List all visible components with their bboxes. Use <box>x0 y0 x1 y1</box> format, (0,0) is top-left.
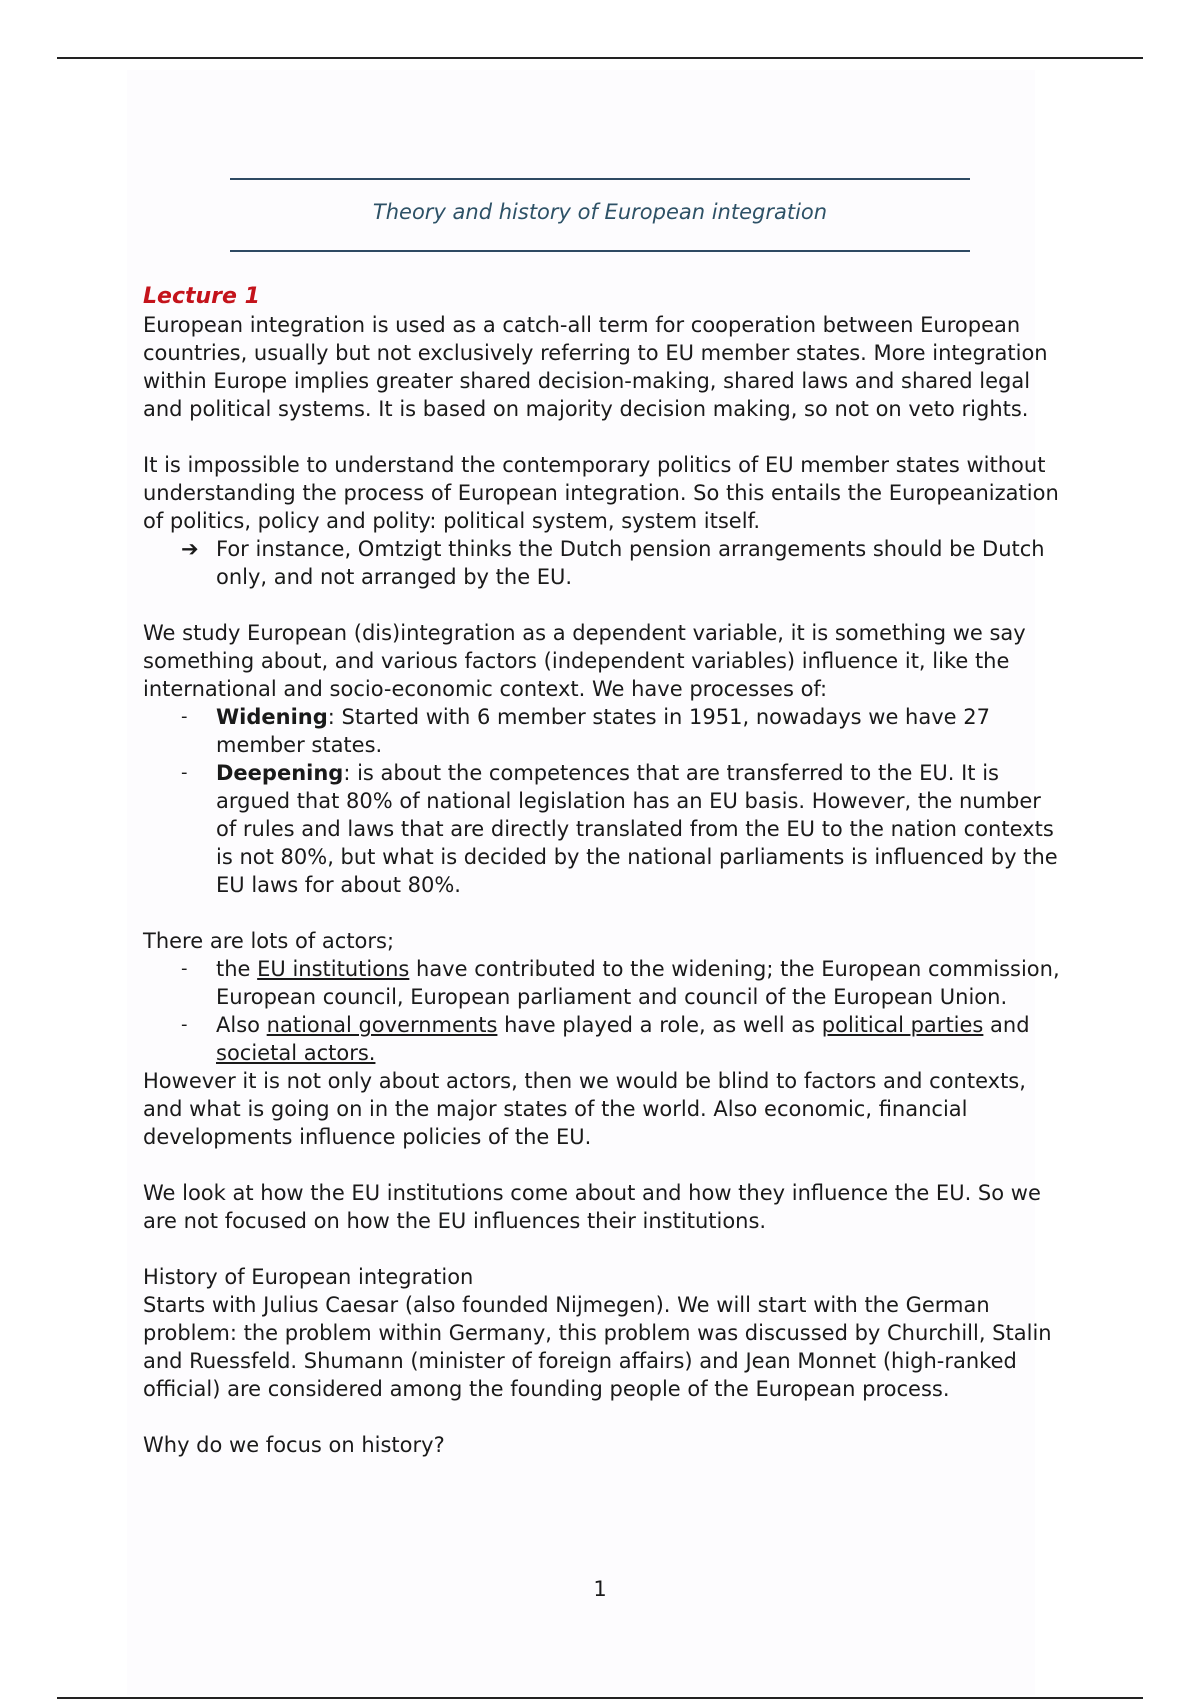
list-item-eu-institutions <box>143 955 1063 1011</box>
paragraph-definition: European integration is used as a catch-all term for cooperation between European countries, usually but not exclusively referring to EU member states. More integration within Europe implies greater shared decision-making, shared laws and shared legal and political systems. It is based on majority decision making, so not on veto rights. <box>143 313 1048 421</box>
paragraph-institutions: We look at how the EU institutions come about and how they influence the EU. So we are not focused on how the EU influences their institutions. <box>143 1181 1041 1233</box>
paragraph-gap <box>143 899 1063 927</box>
list-item-text: For instance, Omtzigt thinks the Dutch pension arrangements should be Dutch only, and not arranged by the EU. <box>216 537 1045 589</box>
paragraph-gap <box>143 1235 1063 1263</box>
dash-icon: - <box>181 1014 188 1035</box>
header-title: Theory and history of European integration <box>372 200 828 224</box>
process-list <box>143 703 1063 899</box>
actor2-mid: have played a role, as well as <box>497 1013 822 1037</box>
list-item-governments <box>143 1011 1063 1067</box>
page-bottom-rule <box>57 1697 1143 1699</box>
actors-list <box>143 955 1063 1067</box>
term-deepening: Deepening <box>216 761 344 785</box>
document-body <box>143 283 1063 1459</box>
deepening-text: : is about the competences that are transferred to the EU. It is argued that 80% of national legislation has an EU basis. However, the number of rules and laws that are directly translated from the EU to the nation contexts is not 80%, but what is decided by the national parliaments is influenced by the EU laws for about 80%. <box>216 761 1058 897</box>
actor2-and: and <box>983 1013 1030 1037</box>
paragraph-history: Starts with Julius Caesar (also founded Nijmegen). We will start with the German problem: the problem within Germany, this problem was discussed by Churchill, Stalin and Ruessfeld. Shumann (minister of foreign affairs) and Jean Monnet (high-ranked official) are considered among the founding people of the European process. <box>143 1293 1052 1401</box>
paragraph-factors: However it is not only about actors, then we would be blind to factors and contexts, and what is going on in the major states of the world. Also economic, financial developments influence policies of the EU. <box>143 1069 1026 1149</box>
document-header <box>230 178 970 252</box>
list-item <box>143 535 1063 591</box>
dash-icon: - <box>181 762 188 783</box>
paragraph-question: Why do we focus on history? <box>143 1433 445 1457</box>
actor1-post: have contributed to the widening; the European commission, European council, European parliament and council of the European Union. <box>216 957 1060 1009</box>
paragraph-gap <box>143 1151 1063 1179</box>
societal-actors-term: societal actors. <box>216 1041 376 1065</box>
actors-intro: There are lots of actors; <box>143 929 395 953</box>
list-item-deepening <box>143 759 1063 899</box>
page-top-rule <box>57 57 1143 59</box>
dash-icon: - <box>181 706 188 727</box>
actor2-pre: Also <box>216 1013 267 1037</box>
arrow-icon: ➔ <box>181 537 199 561</box>
eu-institutions-term: EU institutions <box>257 957 410 981</box>
political-parties-term: political parties <box>821 1013 984 1037</box>
term-widening: Widening <box>216 705 328 729</box>
paragraph-gap <box>143 1403 1063 1431</box>
paragraph-gap <box>143 591 1063 619</box>
lecture-heading: Lecture 1 <box>143 284 260 309</box>
list-item-widening <box>143 703 1063 759</box>
actor1-pre: the <box>216 957 258 981</box>
page-number: 1 <box>593 1577 607 1601</box>
paragraph-dependent-variable: We study European (dis)integration as a dependent variable, it is something we say something about, and various factors (independent variables) influence it, like the international and socio-economic context. We have processes of: <box>143 621 1026 701</box>
widening-text: : Started with 6 member states in 1951, nowadays we have 27 member states. <box>216 705 990 757</box>
paragraph-gap <box>143 423 1063 451</box>
national-governments-term: national governments <box>266 1013 498 1037</box>
history-heading: History of European integration <box>143 1265 474 1289</box>
paragraph-context: It is impossible to understand the contemporary politics of EU member states without understanding the process of European integration. So this entails the Europeanization of politics, policy and polity: political system, system itself. <box>143 453 1059 533</box>
dash-icon: - <box>181 958 188 979</box>
arrow-list <box>143 535 1063 591</box>
